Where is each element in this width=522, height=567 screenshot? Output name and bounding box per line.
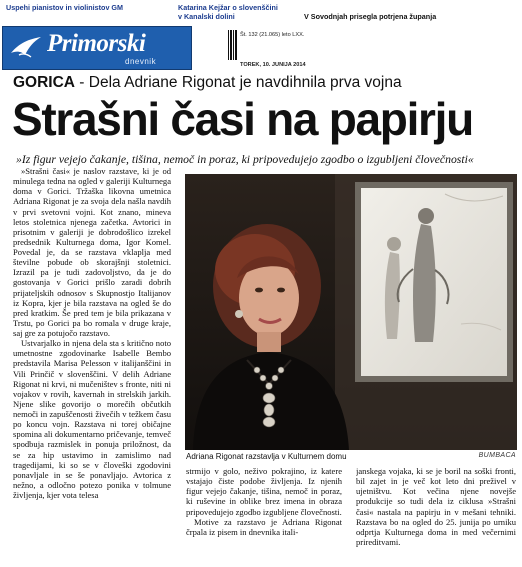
- masthead-teasers: [2, 2, 520, 26]
- article-subhead: »Iz figur vejejo čakanje, tišina, nemoč in poraz, ki pripovedujejo zgodbo o izgubljeni človečnosti«: [16, 153, 474, 166]
- paragraph: Motive za razstavo je Adriana Rigonat črpala iz pisem in dnevnika itali-: [186, 516, 342, 537]
- article-column-3: [356, 466, 516, 566]
- paragraph: janskega vojaka, ki se je boril na soški fronti, bil zajet in je več kot leto dni preživel v ujetništvu. Kot večina njene novejše produkcije so tudi dela iz ciklusa »Strašni časi« nastala na papirju in v mešani tehniki. Razstava bo na ogled do 25. junija po urniku odprtja Kulturnega doma in med večernimi prireditvami.: [356, 466, 516, 547]
- paragraph: strmijo v golo, neživo pokrajino, iz katere vstajajo čiste podobe življenja. Iz njenih figur vejejo čakanje, tišina, nemoč in poraz, ki ruševine in oblike brez imena in obraza pripovedujejo zgodbo izgubljene človečnosti.: [186, 466, 342, 517]
- photo-credit: BUMBACA: [478, 452, 516, 459]
- masthead: [2, 26, 520, 72]
- issue-info: [228, 30, 306, 70]
- issue-number: Št. 132 (21.065) leto LXX.: [240, 32, 305, 38]
- photo-artist-with-painting: [185, 174, 517, 450]
- newspaper-logo[interactable]: [2, 26, 192, 70]
- barcode-icon: [228, 30, 238, 60]
- article-column-2: [186, 466, 342, 566]
- teaser-kejzar[interactable]: Katarina Kejžar o slovenščini v Kanalski dolini: [178, 3, 278, 21]
- teaser-sovodnje[interactable]: V Sovodnjah prisegla potrjena županja: [304, 12, 437, 21]
- paragraph: Ustvarjalko in njena dela sta s kritično noto umetnostne zgodovinarke Isabelle Bembo predstavila Marisa Pelesson v italijanščini in Vili Prinčič v slovenščini. V delih Adriane Rigonat ni krvi, ni mučeništev s fronte, niti ni vojakov v rovih, kavernah in strelskih jarkih. Njene slike govorijo o morečih občutkih nemoči in zapuščenosti živečih v težkem času po koncu vojn. Razstava ni torej običajne spomina ali dokumentarno pričevanje, temveč spodbuja razmislek in ponuja priložnost, da se za hip ustavimo in zamislimo nad tragedijami, ki so se v človeški zgodovini ponavljale in se še ponavljajo. Avtorica z nežno, a odločno potezo ponika v tolmune življenja, kjer vota telesa: [13, 338, 171, 500]
- photo-caption: Adriana Rigonat razstavlja v Kulturnem domu: [186, 452, 347, 461]
- kicker-place: GORICA: [13, 74, 75, 91]
- article-headline: Strašni časi na papirju: [12, 93, 473, 145]
- teaser-pianists[interactable]: Uspehi pianistov in violinistov GM: [6, 3, 124, 12]
- seagull-icon: [9, 33, 43, 63]
- newspaper-name: Primorski: [47, 30, 146, 57]
- article-photo[interactable]: [185, 174, 517, 450]
- paragraph: »Strašni časi« je naslov razstave, ki je od minulega tedna na ogled v galeriji Kulturnega doma v Gorici. Tržaška likovna umetnica Adriana Rigonat je za svoja dela našla navdih v prvi svetovni vojni. Kot znano, mineva letos stoletnica njenega začetka. Avtorici in prisotnim v galeriji je dobrodošlico izrekel predsednik Kulturnega doma, Igor Komel. Povedal je, da se razstava vklaplja med številne pobude ob skorajšnji stoletnici. Izrazil pa je tudi zadovoljstvo, da je do gostovanja v Gorici prišlo zaradi dobrih prijateljskih odnosov s Skupnostjo Italijanov iz Kopra, kjer je bila razstava na ogled še do pred kratkim. Še pred tem je bila prikazana v Trstu, po Gorici pa bo romala v druge kraje, saj gre za potujočo razstavo.: [13, 166, 171, 338]
- kicker-text: - Dela Adriane Rigonat je navdihnila prva vojna: [75, 74, 402, 91]
- article-column-1: [13, 166, 171, 564]
- article-kicker: [13, 74, 402, 92]
- newspaper-subtitle: dnevnik: [125, 57, 157, 66]
- issue-date: TOREK, 10. JUNIJA 2014: [240, 62, 306, 68]
